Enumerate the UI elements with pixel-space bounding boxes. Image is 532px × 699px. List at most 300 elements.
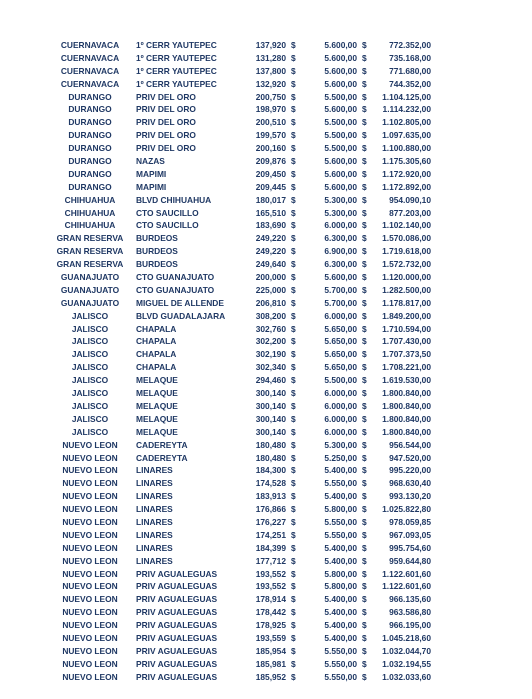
price-cell: 5.550,00 bbox=[324, 671, 357, 682]
price-cell: 5.400,00 bbox=[324, 491, 357, 502]
quantity-cell: 178,442 bbox=[255, 607, 286, 618]
street-cell: MIGUEL DE ALLENDE bbox=[136, 297, 224, 308]
price-cell: 6.000,00 bbox=[324, 426, 357, 437]
currency-symbol: $ bbox=[362, 130, 367, 141]
total-cell: 1.032.033,60 bbox=[382, 671, 431, 682]
currency-symbol: $ bbox=[362, 323, 367, 334]
city-cell: JALISCO bbox=[71, 349, 109, 360]
currency-symbol: $ bbox=[291, 362, 296, 373]
quantity-cell: 176,227 bbox=[255, 516, 286, 527]
price-cell: 5.650,00 bbox=[324, 336, 357, 347]
currency-symbol: $ bbox=[291, 400, 296, 411]
table-row bbox=[0, 400, 532, 413]
currency-symbol: $ bbox=[362, 465, 367, 476]
currency-symbol: $ bbox=[362, 645, 367, 656]
currency-symbol: $ bbox=[291, 529, 296, 540]
street-cell: CHAPALA bbox=[136, 349, 177, 360]
street-cell: LINARES bbox=[136, 491, 173, 502]
street-cell: CADEREYTA bbox=[136, 452, 188, 463]
table-row bbox=[0, 452, 532, 465]
total-cell: 1.175.305,60 bbox=[382, 156, 431, 167]
city-cell: JALISCO bbox=[71, 426, 109, 437]
city-cell: JALISCO bbox=[71, 400, 109, 411]
currency-symbol: $ bbox=[362, 259, 367, 270]
quantity-cell: 176,866 bbox=[255, 504, 286, 515]
currency-symbol: $ bbox=[362, 272, 367, 283]
table-row bbox=[0, 232, 532, 245]
currency-symbol: $ bbox=[362, 284, 367, 295]
total-cell: 1.849.200,00 bbox=[382, 310, 431, 321]
quantity-cell: 178,925 bbox=[255, 620, 286, 631]
quantity-cell: 249,220 bbox=[255, 233, 286, 244]
table-row bbox=[0, 516, 532, 529]
table-row bbox=[0, 219, 532, 232]
currency-symbol: $ bbox=[291, 491, 296, 502]
quantity-cell: 174,251 bbox=[255, 529, 286, 540]
table-row bbox=[0, 490, 532, 503]
quantity-cell: 209,876 bbox=[255, 156, 286, 167]
table-row bbox=[0, 155, 532, 168]
total-cell: 1.619.530,00 bbox=[382, 375, 431, 386]
currency-symbol: $ bbox=[362, 78, 367, 89]
table-row bbox=[0, 297, 532, 310]
currency-symbol: $ bbox=[291, 375, 296, 386]
quantity-cell: 206,810 bbox=[255, 297, 286, 308]
total-cell: 1.114.232,00 bbox=[382, 104, 431, 115]
street-cell: 1º CERR YAUTEPEC bbox=[136, 78, 217, 89]
table-row bbox=[0, 464, 532, 477]
currency-symbol: $ bbox=[362, 555, 367, 566]
total-cell: 1.045.218,60 bbox=[382, 632, 431, 643]
table-row bbox=[0, 52, 532, 65]
total-cell: 1.800.840,00 bbox=[382, 426, 431, 437]
street-cell: CHAPALA bbox=[136, 336, 177, 347]
table-row bbox=[0, 426, 532, 439]
table-row bbox=[0, 413, 532, 426]
city-cell: NUEVO LEON bbox=[62, 620, 118, 631]
price-cell: 5.400,00 bbox=[324, 594, 357, 605]
currency-symbol: $ bbox=[291, 104, 296, 115]
total-cell: 1.172.920,00 bbox=[382, 168, 431, 179]
price-cell: 5.700,00 bbox=[324, 284, 357, 295]
currency-symbol: $ bbox=[291, 542, 296, 553]
currency-symbol: $ bbox=[291, 207, 296, 218]
quantity-cell: 193,552 bbox=[255, 568, 286, 579]
price-cell: 5.800,00 bbox=[324, 568, 357, 579]
total-cell: 1.719.618,00 bbox=[382, 246, 431, 257]
street-cell: CTO SAUCILLO bbox=[136, 207, 199, 218]
quantity-cell: 137,800 bbox=[255, 65, 286, 76]
city-cell: DURANGO bbox=[68, 143, 112, 154]
total-cell: 1.102.140,00 bbox=[382, 220, 431, 231]
quantity-cell: 184,399 bbox=[255, 542, 286, 553]
price-cell: 5.800,00 bbox=[324, 581, 357, 592]
street-cell: PRIV AGUALEGUAS bbox=[136, 620, 218, 631]
currency-symbol: $ bbox=[362, 362, 367, 373]
price-cell: 6.300,00 bbox=[324, 259, 357, 270]
total-cell: 1.707.430,00 bbox=[382, 336, 431, 347]
currency-symbol: $ bbox=[362, 594, 367, 605]
currency-symbol: $ bbox=[291, 632, 296, 643]
price-cell: 5.550,00 bbox=[324, 529, 357, 540]
table-row bbox=[0, 258, 532, 271]
table-row bbox=[0, 310, 532, 323]
currency-symbol: $ bbox=[291, 413, 296, 424]
total-cell: 963.586,80 bbox=[389, 607, 431, 618]
table-row bbox=[0, 606, 532, 619]
currency-symbol: $ bbox=[362, 246, 367, 257]
table-row bbox=[0, 503, 532, 516]
table-row bbox=[0, 671, 532, 684]
quantity-cell: 294,460 bbox=[255, 375, 286, 386]
quantity-cell: 302,200 bbox=[255, 336, 286, 347]
price-cell: 5.400,00 bbox=[324, 632, 357, 643]
quantity-cell: 198,970 bbox=[255, 104, 286, 115]
quantity-cell: 300,140 bbox=[255, 413, 286, 424]
currency-symbol: $ bbox=[291, 388, 296, 399]
street-cell: BURDEOS bbox=[136, 259, 178, 270]
quantity-cell: 165,510 bbox=[255, 207, 286, 218]
city-cell: JALISCO bbox=[71, 362, 109, 373]
table-row bbox=[0, 142, 532, 155]
price-cell: 5.300,00 bbox=[324, 194, 357, 205]
city-cell: NUEVO LEON bbox=[62, 465, 118, 476]
street-cell: LINARES bbox=[136, 555, 173, 566]
currency-symbol: $ bbox=[291, 259, 296, 270]
currency-symbol: $ bbox=[362, 40, 367, 50]
price-cell: 5.600,00 bbox=[324, 181, 357, 192]
price-cell: 5.500,00 bbox=[324, 91, 357, 102]
price-cell: 5.600,00 bbox=[324, 272, 357, 283]
table-row bbox=[0, 39, 532, 52]
total-cell: 1.282.500,00 bbox=[382, 284, 431, 295]
table-row bbox=[0, 658, 532, 671]
street-cell: 1º CERR YAUTEPEC bbox=[136, 65, 217, 76]
currency-symbol: $ bbox=[291, 91, 296, 102]
currency-symbol: $ bbox=[362, 349, 367, 360]
street-cell: PRIV AGUALEGUAS bbox=[136, 671, 218, 682]
city-cell: NUEVO LEON bbox=[62, 555, 118, 566]
quantity-cell: 300,140 bbox=[255, 388, 286, 399]
city-cell: GRAN RESERVA bbox=[56, 233, 124, 244]
city-cell: DURANGO bbox=[68, 181, 112, 192]
city-cell: NUEVO LEON bbox=[62, 452, 118, 463]
currency-symbol: $ bbox=[291, 658, 296, 669]
city-cell: NUEVO LEON bbox=[62, 632, 118, 643]
price-cell: 5.400,00 bbox=[324, 465, 357, 476]
total-cell: 771.680,00 bbox=[389, 65, 431, 76]
table-row bbox=[0, 129, 532, 142]
city-cell: GUANAJUATO bbox=[60, 284, 120, 295]
quantity-cell: 249,220 bbox=[255, 246, 286, 257]
street-cell: PRIV DEL ORO bbox=[136, 130, 196, 141]
price-cell: 5.650,00 bbox=[324, 362, 357, 373]
city-cell: NUEVO LEON bbox=[62, 658, 118, 669]
currency-symbol: $ bbox=[362, 156, 367, 167]
price-cell: 6.000,00 bbox=[324, 400, 357, 411]
quantity-cell: 185,952 bbox=[255, 671, 286, 682]
quantity-cell: 180,480 bbox=[255, 439, 286, 450]
table-row bbox=[0, 335, 532, 348]
currency-symbol: $ bbox=[362, 504, 367, 515]
price-cell: 5.500,00 bbox=[324, 130, 357, 141]
currency-symbol: $ bbox=[362, 400, 367, 411]
quantity-cell: 174,528 bbox=[255, 478, 286, 489]
currency-symbol: $ bbox=[362, 233, 367, 244]
price-cell: 5.250,00 bbox=[324, 452, 357, 463]
street-cell: PRIV DEL ORO bbox=[136, 91, 196, 102]
quantity-cell: 183,913 bbox=[255, 491, 286, 502]
price-cell: 5.600,00 bbox=[324, 156, 357, 167]
currency-symbol: $ bbox=[362, 117, 367, 128]
quantity-cell: 249,640 bbox=[255, 259, 286, 270]
street-cell: MELAQUE bbox=[136, 413, 178, 424]
currency-symbol: $ bbox=[291, 452, 296, 463]
quantity-cell: 132,920 bbox=[255, 78, 286, 89]
city-cell: DURANGO bbox=[68, 168, 112, 179]
street-cell: LINARES bbox=[136, 542, 173, 553]
table-row bbox=[0, 619, 532, 632]
price-cell: 5.300,00 bbox=[324, 439, 357, 450]
currency-symbol: $ bbox=[291, 465, 296, 476]
quantity-cell: 308,200 bbox=[255, 310, 286, 321]
city-cell: NUEVO LEON bbox=[62, 516, 118, 527]
price-cell: 5.650,00 bbox=[324, 349, 357, 360]
total-cell: 966.135,60 bbox=[389, 594, 431, 605]
currency-symbol: $ bbox=[291, 568, 296, 579]
currency-symbol: $ bbox=[362, 375, 367, 386]
city-cell: NUEVO LEON bbox=[62, 645, 118, 656]
price-cell: 5.400,00 bbox=[324, 607, 357, 618]
city-cell: NUEVO LEON bbox=[62, 504, 118, 515]
currency-symbol: $ bbox=[291, 323, 296, 334]
currency-symbol: $ bbox=[362, 607, 367, 618]
city-cell: JALISCO bbox=[71, 375, 109, 386]
street-cell: LINARES bbox=[136, 465, 173, 476]
price-cell: 5.300,00 bbox=[324, 207, 357, 218]
currency-symbol: $ bbox=[291, 349, 296, 360]
quantity-cell: 200,510 bbox=[255, 117, 286, 128]
city-cell: NUEVO LEON bbox=[62, 607, 118, 618]
total-cell: 1.025.822,80 bbox=[382, 504, 431, 515]
currency-symbol: $ bbox=[362, 671, 367, 682]
currency-symbol: $ bbox=[291, 40, 296, 50]
street-cell: NAZAS bbox=[136, 156, 165, 167]
currency-symbol: $ bbox=[362, 658, 367, 669]
total-cell: 1.572.732,00 bbox=[382, 259, 431, 270]
city-cell: DURANGO bbox=[68, 104, 112, 115]
total-cell: 1.120.000,00 bbox=[382, 272, 431, 283]
street-cell: PRIV AGUALEGUAS bbox=[136, 645, 218, 656]
city-cell: DURANGO bbox=[68, 91, 112, 102]
currency-symbol: $ bbox=[362, 632, 367, 643]
city-cell: JALISCO bbox=[71, 336, 109, 347]
total-cell: 1.570.086,00 bbox=[382, 233, 431, 244]
street-cell: PRIV AGUALEGUAS bbox=[136, 594, 218, 605]
quantity-cell: 209,450 bbox=[255, 168, 286, 179]
currency-symbol: $ bbox=[291, 233, 296, 244]
street-cell: LINARES bbox=[136, 504, 173, 515]
street-cell: LINARES bbox=[136, 516, 173, 527]
total-cell: 966.195,00 bbox=[389, 620, 431, 631]
currency-symbol: $ bbox=[291, 439, 296, 450]
table-row bbox=[0, 580, 532, 593]
currency-symbol: $ bbox=[291, 555, 296, 566]
table-row bbox=[0, 632, 532, 645]
total-cell: 744.352,00 bbox=[389, 78, 431, 89]
city-cell: GRAN RESERVA bbox=[56, 259, 124, 270]
city-cell: NUEVO LEON bbox=[62, 568, 118, 579]
total-cell: 995.220,00 bbox=[389, 465, 431, 476]
currency-symbol: $ bbox=[291, 426, 296, 437]
currency-symbol: $ bbox=[362, 542, 367, 553]
total-cell: 956.544,00 bbox=[389, 439, 431, 450]
price-cell: 5.600,00 bbox=[324, 40, 357, 50]
total-cell: 1.032.044,70 bbox=[382, 645, 431, 656]
street-cell: 1º CERR YAUTEPEC bbox=[136, 52, 217, 63]
street-cell: CADEREYTA bbox=[136, 439, 188, 450]
street-cell: CTO SAUCILLO bbox=[136, 220, 199, 231]
city-cell: NUEVO LEON bbox=[62, 542, 118, 553]
total-cell: 1.122.601,60 bbox=[382, 581, 431, 592]
currency-symbol: $ bbox=[291, 168, 296, 179]
table-row bbox=[0, 555, 532, 568]
total-cell: 1.100.880,00 bbox=[382, 143, 431, 154]
currency-symbol: $ bbox=[291, 284, 296, 295]
total-cell: 1.032.194,55 bbox=[382, 658, 431, 669]
street-cell: PRIV AGUALEGUAS bbox=[136, 581, 218, 592]
street-cell: MELAQUE bbox=[136, 388, 178, 399]
quantity-cell: 302,190 bbox=[255, 349, 286, 360]
quantity-cell: 180,017 bbox=[255, 194, 286, 205]
price-cell: 5.600,00 bbox=[324, 104, 357, 115]
street-cell: LINARES bbox=[136, 478, 173, 489]
spreadsheet-table bbox=[0, 39, 532, 684]
total-cell: 1.104.125,00 bbox=[382, 91, 431, 102]
table-row bbox=[0, 65, 532, 78]
currency-symbol: $ bbox=[362, 194, 367, 205]
price-cell: 6.000,00 bbox=[324, 310, 357, 321]
currency-symbol: $ bbox=[362, 143, 367, 154]
city-cell: GUANAJUATO bbox=[60, 297, 120, 308]
city-cell: NUEVO LEON bbox=[62, 671, 118, 682]
city-cell: NUEVO LEON bbox=[62, 478, 118, 489]
total-cell: 1.122.601,60 bbox=[382, 568, 431, 579]
street-cell: MELAQUE bbox=[136, 375, 178, 386]
total-cell: 1.097.635,00 bbox=[382, 130, 431, 141]
currency-symbol: $ bbox=[291, 272, 296, 283]
city-cell: NUEVO LEON bbox=[62, 491, 118, 502]
table-row bbox=[0, 529, 532, 542]
city-cell: NUEVO LEON bbox=[62, 594, 118, 605]
street-cell: PRIV DEL ORO bbox=[136, 104, 196, 115]
table-row bbox=[0, 78, 532, 91]
currency-symbol: $ bbox=[362, 65, 367, 76]
currency-symbol: $ bbox=[362, 310, 367, 321]
currency-symbol: $ bbox=[291, 594, 296, 605]
currency-symbol: $ bbox=[362, 181, 367, 192]
price-cell: 6.000,00 bbox=[324, 220, 357, 231]
total-cell: 1.707.373,50 bbox=[382, 349, 431, 360]
quantity-cell: 180,480 bbox=[255, 452, 286, 463]
table-row bbox=[0, 194, 532, 207]
total-cell: 959.644,80 bbox=[389, 555, 431, 566]
quantity-cell: 200,160 bbox=[255, 143, 286, 154]
currency-symbol: $ bbox=[362, 516, 367, 527]
currency-symbol: $ bbox=[291, 52, 296, 63]
total-cell: 968.630,40 bbox=[389, 478, 431, 489]
table-row bbox=[0, 323, 532, 336]
table-row bbox=[0, 271, 532, 284]
currency-symbol: $ bbox=[291, 143, 296, 154]
city-cell: JALISCO bbox=[71, 323, 109, 334]
city-cell: CHIHUAHUA bbox=[64, 220, 116, 231]
total-cell: 735.168,00 bbox=[389, 52, 431, 63]
quantity-cell: 302,760 bbox=[255, 323, 286, 334]
price-cell: 5.600,00 bbox=[324, 52, 357, 63]
price-cell: 6.000,00 bbox=[324, 413, 357, 424]
price-cell: 5.550,00 bbox=[324, 478, 357, 489]
table-row bbox=[0, 477, 532, 490]
currency-symbol: $ bbox=[291, 130, 296, 141]
table-row bbox=[0, 374, 532, 387]
table-row bbox=[0, 284, 532, 297]
quantity-cell: 200,750 bbox=[255, 91, 286, 102]
currency-symbol: $ bbox=[291, 181, 296, 192]
city-cell: CUERNAVACA bbox=[60, 65, 120, 76]
price-cell: 5.400,00 bbox=[324, 620, 357, 631]
quantity-cell: 183,690 bbox=[255, 220, 286, 231]
table-row bbox=[0, 116, 532, 129]
street-cell: PRIV AGUALEGUAS bbox=[136, 632, 218, 643]
currency-symbol: $ bbox=[291, 246, 296, 257]
city-cell: DURANGO bbox=[68, 156, 112, 167]
currency-symbol: $ bbox=[362, 620, 367, 631]
price-cell: 5.500,00 bbox=[324, 117, 357, 128]
price-cell: 6.000,00 bbox=[324, 388, 357, 399]
currency-symbol: $ bbox=[362, 104, 367, 115]
currency-symbol: $ bbox=[362, 478, 367, 489]
table-row bbox=[0, 387, 532, 400]
price-cell: 5.550,00 bbox=[324, 658, 357, 669]
price-cell: 5.550,00 bbox=[324, 645, 357, 656]
currency-symbol: $ bbox=[291, 336, 296, 347]
street-cell: BURDEOS bbox=[136, 246, 178, 257]
table-row bbox=[0, 103, 532, 116]
street-cell: 1º CERR YAUTEPEC bbox=[136, 40, 217, 50]
total-cell: 995.754,60 bbox=[389, 542, 431, 553]
quantity-cell: 193,552 bbox=[255, 581, 286, 592]
city-cell: GUANAJUATO bbox=[60, 272, 120, 283]
quantity-cell: 199,570 bbox=[255, 130, 286, 141]
street-cell: MAPIMI bbox=[136, 181, 167, 192]
quantity-cell: 302,340 bbox=[255, 362, 286, 373]
price-cell: 6.900,00 bbox=[324, 246, 357, 257]
total-cell: 1.800.840,00 bbox=[382, 388, 431, 399]
table-row bbox=[0, 181, 532, 194]
currency-symbol: $ bbox=[291, 297, 296, 308]
quantity-cell: 193,559 bbox=[255, 632, 286, 643]
currency-symbol: $ bbox=[291, 156, 296, 167]
total-cell: 954.090,10 bbox=[389, 194, 431, 205]
currency-symbol: $ bbox=[291, 194, 296, 205]
currency-symbol: $ bbox=[291, 117, 296, 128]
currency-symbol: $ bbox=[362, 207, 367, 218]
table-row bbox=[0, 593, 532, 606]
quantity-cell: 209,445 bbox=[255, 181, 286, 192]
currency-symbol: $ bbox=[362, 568, 367, 579]
city-cell: CUERNAVACA bbox=[60, 78, 120, 89]
